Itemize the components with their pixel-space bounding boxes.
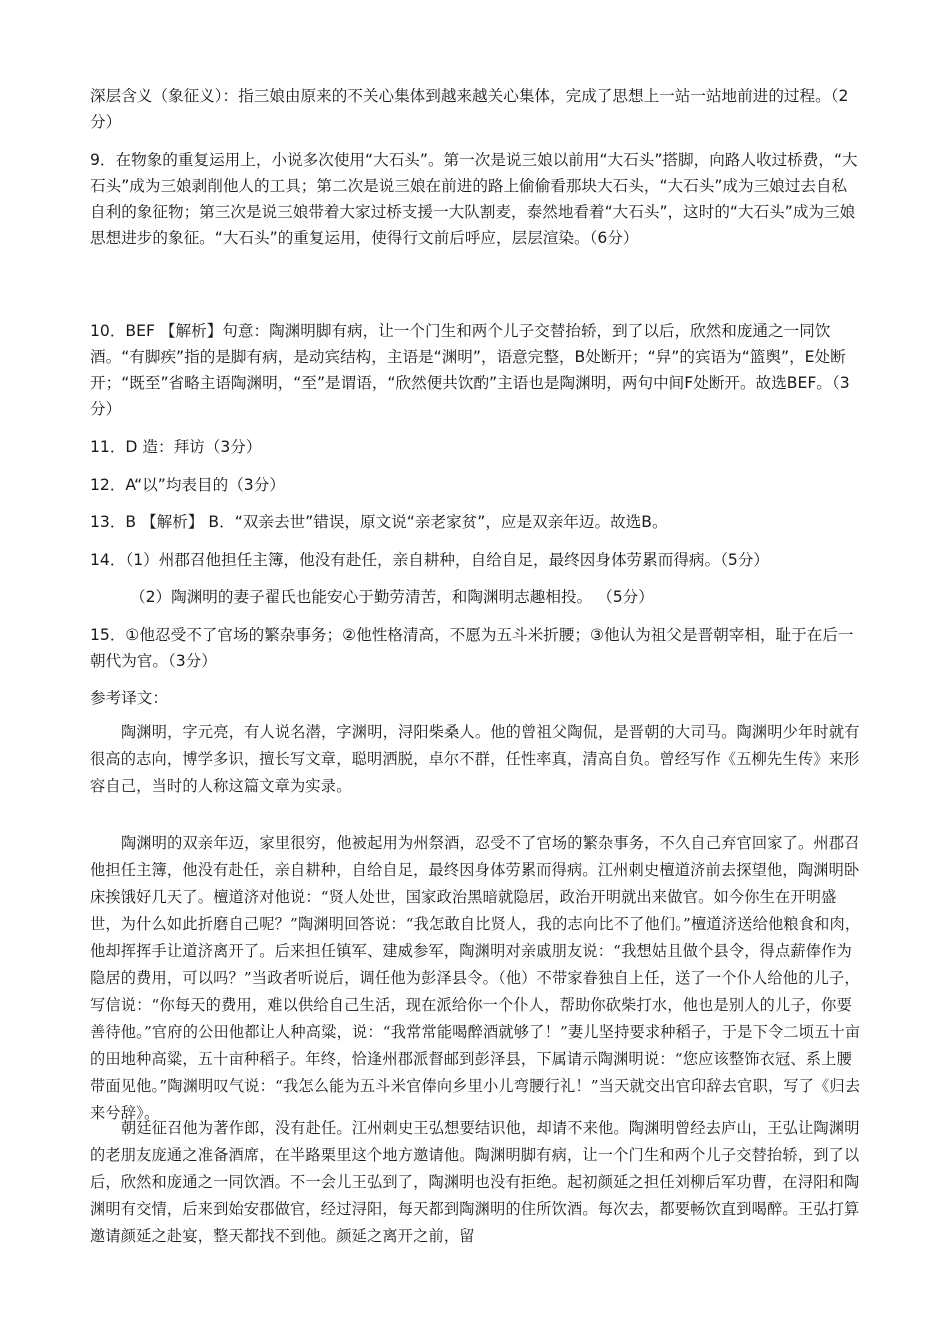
translation-paragraph-3: 朝廷征召他为著作郎，没有赴任。江州刺史王弘想要结识他，却请不来他。陶渊明曾经去庐山，王弘让陶渊明的老朋友庞通之准备酒席，在半路栗里这个地方邀请他。陶渊明脚有病，让一个门生和两个儿子交替抬轿，到了以后，欣然和庞通之一同饮酒。不一会儿王弘到了，陶渊明也没有拒绝。起初颜延之担任刘柳后军功曹，在浔阳和陶渊明有交情，后来到始安郡做官，经过浔阳，每天都到陶渊明的住所饮酒。每次去，都要畅饮直到喝醉。王弘打算邀请颜延之赴宴，整天都找不到他。颜延之离开之前，留 <box>90 1119 860 1245</box>
answer-11: 11．D 造：拜访（3分） <box>90 438 262 456</box>
translation-paragraph-1: 陶渊明，字元亮，有人说名潜，字渊明，浔阳柴桑人。他的曾祖父陶侃，是晋朝的大司马。陶渊明少年时就有很高的志向，博学多识，擅长写文章，聪明洒脱，卓尔不群，任性率真，清高自负。曾经写作《五柳先生传》来形容自己，当时的人称这篇文章为实录。 <box>90 723 860 795</box>
answer-12: 12．A“以”均表目的（3分） <box>90 476 285 494</box>
translation-paragraph-2: 陶渊明的双亲年迈，家里很穷，他被起用为州祭酒，忍受不了官场的繁杂事务，不久自己弃官回家了。州郡召他担任主簿，他没有赴任，亲自耕种，自给自足，最终因身体劳累而得病。江州刺史檀道济前去探望他，陶渊明卧床挨饿好几天了。檀道济对他说：“贤人处世，国家政治黑暗就隐居，政治开明就出来做官。如今你生在开明盛世，为什么如此折磨自己呢？”陶渊明回答说：“我怎敢自比贤人，我的志向比不了他们。”檀道济送给他粮食和肉，他却挥挥手让道济离开了。后来担任镇军、建威参军，陶渊明对亲戚朋友说：“我想姑且做个县令，得点薪俸作为隐居的费用，可以吗？”当政者听说后，调任他为彭泽县令。（他）不带家眷独自上任，送了一个仆人给他的儿子，写信说：“你每天的费用，难以供给自己生活，现在派给你一个仆人，帮助你砍柴打水，他也是别人的儿子，你要善待他。”官府的公田他都让人种高粱，说：“我常常能喝醉酒就够了！”妻儿坚持要求种稻子，于是下令二顷五十亩的田地种高粱，五十亩种稻子。年终，恰逢州郡派督邮到彭泽县，下属请示陶渊明说：“您应该整饰衣冠、系上腰带面见他。”陶渊明叹气说：“我怎么能为五斗米官俸向乡里小儿弯腰行礼！”当天就交出官印辞去官职，写了《归去来兮辞》。 <box>90 834 861 1122</box>
answer-14-part-1: 14．（1）州郡召他担任主簿，他没有赴任，亲自耕种，自给自足，最终因身体劳累而得病。（5分） <box>90 551 770 569</box>
answer-9: 9．在物象的重复运用上，小说多次使用“大石头”。第一次是说三娘以前用“大石头”搭脚，向路人收过桥费，“大石头”成为三娘剥削他人的工具；第二次是说三娘在前进的路上偷偷看那块大石头，“大石头”成为三娘过去自私自利的象征物；第三次是说三娘带着大家过桥支援一大队割麦，泰然地看着“大石头”，这时的“大石头”成为三娘思想进步的象征。“大石头”的重复运用，使得行文前后呼应，层层渲染。（6分） <box>90 151 858 247</box>
answer-14-part-2: （2）陶渊明的妻子翟氏也能安心于勤劳清苦，和陶渊明志趣相投。 （5分） <box>130 588 654 606</box>
translation-heading: 参考译文： <box>90 689 168 707</box>
answer-13: 13．B 【解析】 B．“双亲去世”错误，原文说“亲老家贫”，应是双亲年迈。故选B。 <box>90 513 668 531</box>
answer-8-symbolic-meaning: 深层含义（象征义）：指三娘由原来的不关心集体到越来越关心集体，完成了思想上一站一站地前进的过程。（2分） <box>90 87 849 131</box>
answer-15: 15．①他忍受不了官场的繁杂事务；②他性格清高，不愿为五斗米折腰；③他认为祖父是晋朝宰相，耻于在后一朝代为官。（3分） <box>90 626 854 670</box>
answer-10: 10．BEF 【解析】句意：陶渊明脚有病，让一个门生和两个儿子交替抬轿，到了以后，欣然和庞通之一同饮酒。“有脚疾”指的是脚有病，是动宾结构，主语是“渊明”，语意完整，B处断开；“舁”的宾语为“篮舆”，E处断开；“既至”省略主语陶渊明，“至”是谓语，“欣然便共饮酌”主语也是陶渊明，两句中间F处断开。故选BEF。（3分） <box>90 322 850 418</box>
